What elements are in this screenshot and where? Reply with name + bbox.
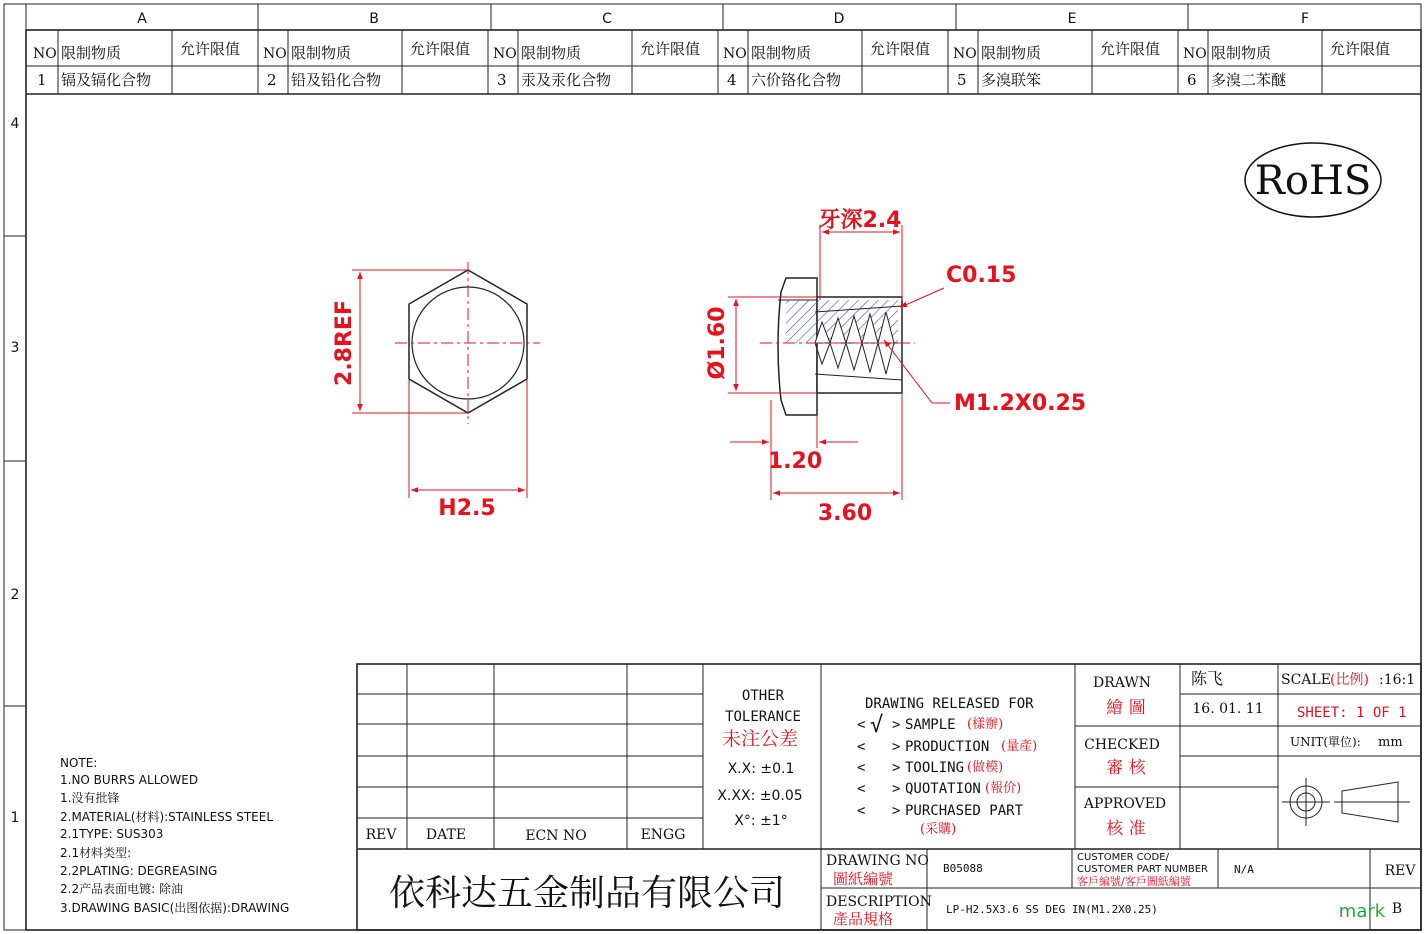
dim-ref-label: 2.8REF	[332, 300, 357, 386]
note-line: 1.NO BURRS ALLOWED	[60, 773, 199, 787]
header-limit-4: 允许限值	[870, 40, 931, 58]
revision-headers	[366, 827, 686, 844]
zone-col-e: E	[1067, 11, 1077, 27]
rev-value: B	[1391, 901, 1403, 917]
dim-total-length-label: 3.60	[817, 501, 873, 526]
rohs-badge	[1245, 143, 1381, 217]
drawn-by: 陈飞	[1190, 669, 1224, 688]
release-purchased: PURCHASED PART	[905, 803, 1024, 819]
approved-label: APPROVED	[1083, 796, 1167, 812]
rohs-label: RoHS	[1254, 158, 1372, 204]
mark-label: mark	[1338, 901, 1386, 922]
note-line: 2.1材料类型:	[60, 846, 132, 860]
release-quotation-cn: (報价)	[985, 781, 1022, 796]
tolerance-angle: X°: ±1°	[734, 813, 788, 829]
description-label: DESCRIPTION	[826, 894, 932, 910]
zone-col-a: A	[137, 11, 147, 27]
side-section-view	[760, 278, 915, 415]
header-substance-3: 限制物质	[521, 44, 582, 62]
header-substance-4: 限制物质	[751, 44, 812, 62]
scale-block	[1281, 672, 1415, 750]
bracket-close: >	[892, 717, 901, 733]
date-header: DATE	[425, 827, 467, 843]
drawing-no-label: DRAWING NO	[826, 853, 929, 869]
header-no-3: NO	[493, 46, 517, 62]
substance-name: 铅及铅化合物	[291, 71, 382, 89]
hex-dimensions	[352, 270, 527, 498]
header-limit-6: 允许限值	[1330, 40, 1391, 58]
description-value: LP-H2.5X3.6 SS DEG IN(M1.2X0.25)	[946, 903, 1158, 916]
zone-col-f: F	[1300, 11, 1310, 27]
drawing-no-label-cn: 圖紙編號	[833, 870, 894, 888]
note-line: NOTE:	[60, 756, 98, 770]
dim-head-length-label: 1.20	[767, 449, 823, 474]
checked-label: CHECKED	[1084, 737, 1160, 753]
customer-code-label: CUSTOMER CODE/	[1077, 852, 1169, 863]
description-label-cn: 產品規格	[833, 910, 894, 928]
tolerance-block	[717, 688, 802, 829]
zone-col-b: B	[369, 11, 379, 27]
engg-header: ENGG	[640, 827, 686, 843]
checked-label-cn: 審 核	[1106, 758, 1146, 778]
note-line: 2.1TYPE: SUS303	[60, 827, 164, 841]
header-no-5: NO	[953, 46, 977, 62]
row-zone-labels	[11, 116, 20, 826]
notes	[60, 756, 289, 915]
substances-rows	[37, 71, 1287, 89]
header-limit-2: 允许限值	[410, 40, 471, 58]
substance-no: 2	[267, 71, 277, 89]
substance-no: 6	[1187, 71, 1197, 89]
zone-row-4: 4	[10, 116, 20, 132]
company-name: 依科达五金制品有限公司	[388, 873, 786, 914]
note-line: 2.2PLATING: DEGREASING	[60, 864, 218, 878]
drawn-date: 16. 01. 11	[1192, 701, 1264, 717]
zone-col-d: D	[833, 11, 845, 27]
dim-thread-label: M1.2X0.25	[954, 391, 1087, 416]
note-line: 2.2产品表面电镀: 除油	[60, 882, 183, 896]
bracket-open: <	[857, 739, 866, 755]
note-line: 3.DRAWING BASIC(出图依据):DRAWING	[60, 901, 290, 915]
substance-no: 4	[727, 71, 737, 89]
tolerance-xx: X.X: ±0.1	[727, 761, 795, 777]
drawing-frame	[4, 4, 1421, 930]
zone-row-2: 2	[10, 587, 20, 603]
ecn-header: ECN NO	[525, 828, 587, 844]
release-production: PRODUCTION	[905, 739, 990, 755]
bracket-close: >	[892, 739, 901, 755]
sheet-value: SHEET: 1 OF 1	[1297, 705, 1407, 721]
bracket-open: <	[857, 717, 866, 733]
projection-symbol-icon	[1282, 778, 1410, 826]
scale-label: SCALE	[1281, 672, 1331, 688]
header-limit-5: 允许限值	[1100, 40, 1161, 58]
header-substance-1: 限制物质	[61, 44, 122, 62]
release-block	[857, 696, 1037, 837]
drawn-label: DRAWN	[1093, 675, 1151, 691]
tolerance-title-1: OTHER	[741, 688, 785, 704]
bracket-open: <	[857, 760, 866, 776]
release-tooling-cn: (做模)	[967, 760, 1004, 775]
substance-no: 5	[957, 71, 967, 89]
header-limit-3: 允许限值	[640, 40, 701, 58]
zone-row-1: 1	[10, 810, 20, 826]
description-row	[826, 894, 1402, 928]
substance-no: 1	[37, 71, 47, 89]
hex-end-view	[395, 262, 540, 424]
header-no-4: NO	[723, 46, 747, 62]
substances-headers	[33, 40, 1390, 62]
bracket-open: <	[857, 803, 866, 819]
scale-label-cn: (比例)	[1330, 672, 1369, 688]
dim-hex-label: H2.5	[438, 496, 496, 521]
substance-name: 汞及汞化合物	[521, 71, 612, 89]
header-substance-6: 限制物质	[1211, 44, 1272, 62]
release-sample-cn: (樣辦)	[967, 717, 1004, 732]
header-substance-2: 限制物质	[291, 44, 352, 62]
scale-value: :16:1	[1379, 672, 1416, 688]
substance-name: 多溴联笨	[981, 71, 1042, 89]
customer-code-label-cn: 客戶編號/客戶圖紙編號	[1077, 875, 1191, 888]
dim-thread-depth-label: 牙深2.4	[818, 208, 902, 233]
tolerance-title-2: TOLERANCE	[725, 709, 801, 725]
tolerance-title-cn: 未注公差	[721, 728, 799, 750]
rev-label: REV	[1384, 863, 1416, 879]
header-no-1: NO	[33, 46, 57, 62]
zone-col-c: C	[602, 11, 612, 27]
zone-row-3: 3	[10, 340, 20, 356]
bracket-open: <	[857, 781, 866, 797]
check-mark: √	[870, 713, 884, 738]
release-purchased-cn: (采購)	[920, 822, 957, 837]
release-title: DRAWING RELEASED FOR	[865, 696, 1034, 712]
substance-no: 3	[497, 71, 507, 89]
drawn-label-cn: 繪 圖	[1106, 698, 1146, 718]
note-line: 1.没有批锋	[60, 791, 120, 805]
customer-code: N/A	[1234, 863, 1254, 876]
release-quotation: QUOTATION	[905, 781, 981, 797]
customer-part-label: CUSTOMER PART NUMBER	[1077, 864, 1208, 875]
header-no-2: NO	[263, 46, 287, 62]
header-limit-1: 允许限值	[180, 40, 241, 58]
approved-label-cn: 核 准	[1106, 819, 1146, 839]
release-production-cn: (量產)	[1001, 739, 1038, 754]
unit-label: UNIT(單位):	[1290, 735, 1361, 749]
unit-value: mm	[1378, 735, 1403, 750]
dim-chamfer-label: C0.15	[946, 263, 1017, 288]
substance-name: 多溴二苯醚	[1211, 71, 1287, 89]
dim-diameter-label: Ø1.60	[705, 306, 730, 380]
release-tooling: TOOLING	[905, 760, 965, 776]
bracket-close: >	[892, 803, 901, 819]
drawing-number-row	[826, 852, 1416, 888]
bracket-close: >	[892, 781, 901, 797]
drawing-no: B05088	[943, 862, 983, 875]
substance-name: 镉及镉化合物	[61, 71, 152, 89]
tolerance-xxx: X.XX: ±0.05	[717, 788, 803, 804]
header-no-6: NO	[1183, 46, 1207, 62]
bracket-close: >	[892, 760, 901, 776]
note-line: 2.MATERIAL(材料):STAINLESS STEEL	[60, 810, 274, 824]
substance-name: 六价铬化合物	[751, 71, 842, 89]
release-sample: SAMPLE	[905, 717, 956, 733]
header-substance-5: 限制物质	[981, 44, 1042, 62]
rev-header: REV	[365, 827, 397, 843]
